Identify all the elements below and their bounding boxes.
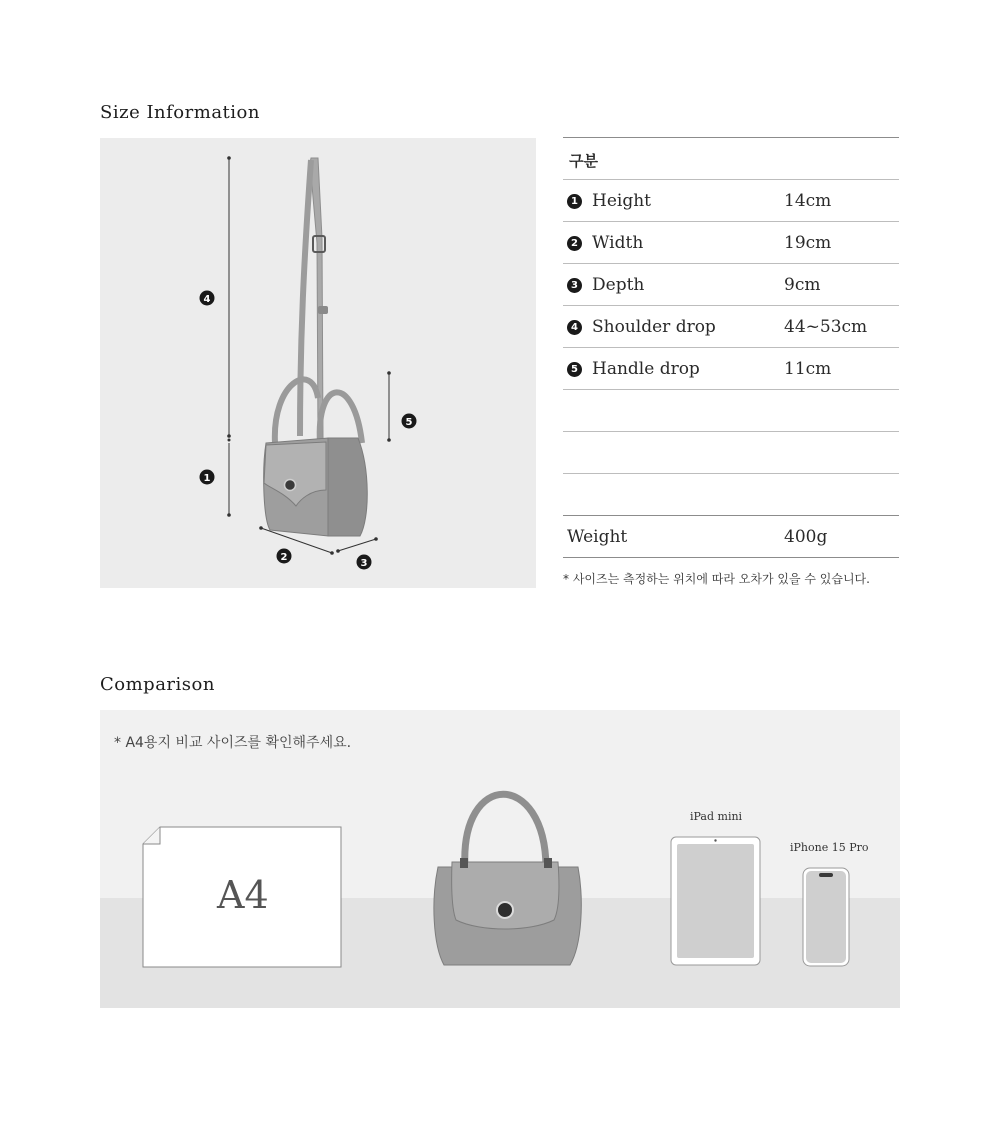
marker-2 xyxy=(277,549,292,564)
row-value: 19cm xyxy=(784,233,832,253)
comparison-title: Comparison xyxy=(100,674,215,695)
svg-text:3: 3 xyxy=(360,558,368,569)
bag-size-diagram xyxy=(100,138,536,588)
row-label: Shoulder drop xyxy=(592,317,716,337)
comparison-panel xyxy=(100,710,900,1008)
bag-front-image xyxy=(434,794,581,965)
size-information-title: Size Information xyxy=(100,102,260,123)
marker-5 xyxy=(402,414,417,429)
num-badge-1: 1 xyxy=(567,194,582,209)
table-row-empty xyxy=(563,389,899,431)
ipad-mini-icon xyxy=(671,837,760,965)
num-badge-5: 5 xyxy=(567,362,582,377)
row-label: Depth xyxy=(592,275,645,295)
svg-text:4: 4 xyxy=(203,294,211,305)
row-value: 9cm xyxy=(784,275,821,295)
marker-4 xyxy=(200,291,215,306)
table-row-height xyxy=(563,179,899,221)
size-spec-table xyxy=(563,137,899,558)
table-row-handle-drop xyxy=(563,347,899,389)
table-row-weight xyxy=(563,515,899,558)
num-badge-4: 4 xyxy=(567,320,582,335)
row-value: 14cm xyxy=(784,191,832,211)
svg-text:2: 2 xyxy=(280,552,288,563)
table-row-depth xyxy=(563,263,899,305)
iphone-15-pro-label: iPhone 15 Pro xyxy=(790,841,869,854)
iphone-15-pro-icon xyxy=(803,868,849,966)
comparison-illustration xyxy=(100,710,900,1008)
ipad-mini-label: iPad mini xyxy=(690,810,743,823)
row-label: Height xyxy=(592,191,651,211)
row-label: Weight xyxy=(567,527,628,547)
table-header-label: 구분 xyxy=(569,152,598,170)
marker-1 xyxy=(200,470,215,485)
table-row-empty xyxy=(563,473,899,515)
svg-text:1: 1 xyxy=(203,473,211,484)
table-row-width xyxy=(563,221,899,263)
comparison-note: * A4용지 비교 사이즈를 확인해주세요. xyxy=(114,735,352,751)
marker-3 xyxy=(357,555,372,570)
table-row-empty xyxy=(563,431,899,473)
a4-label: A4 xyxy=(217,873,269,917)
bag-diagram-illustration xyxy=(100,138,536,588)
row-value: 11cm xyxy=(784,359,832,379)
num-badge-3: 3 xyxy=(567,278,582,293)
table-row-shoulder-drop xyxy=(563,305,899,347)
row-value: 44~53cm xyxy=(784,317,868,337)
row-label: Width xyxy=(592,233,644,253)
row-label: Handle drop xyxy=(592,359,700,379)
size-note: * 사이즈는 측정하는 위치에 따라 오차가 있을 수 있습니다. xyxy=(563,572,870,586)
row-value: 400g xyxy=(784,527,828,547)
svg-text:5: 5 xyxy=(405,417,413,428)
table-header-row xyxy=(563,137,899,179)
depth-line xyxy=(338,539,376,551)
num-badge-2: 2 xyxy=(567,236,582,251)
